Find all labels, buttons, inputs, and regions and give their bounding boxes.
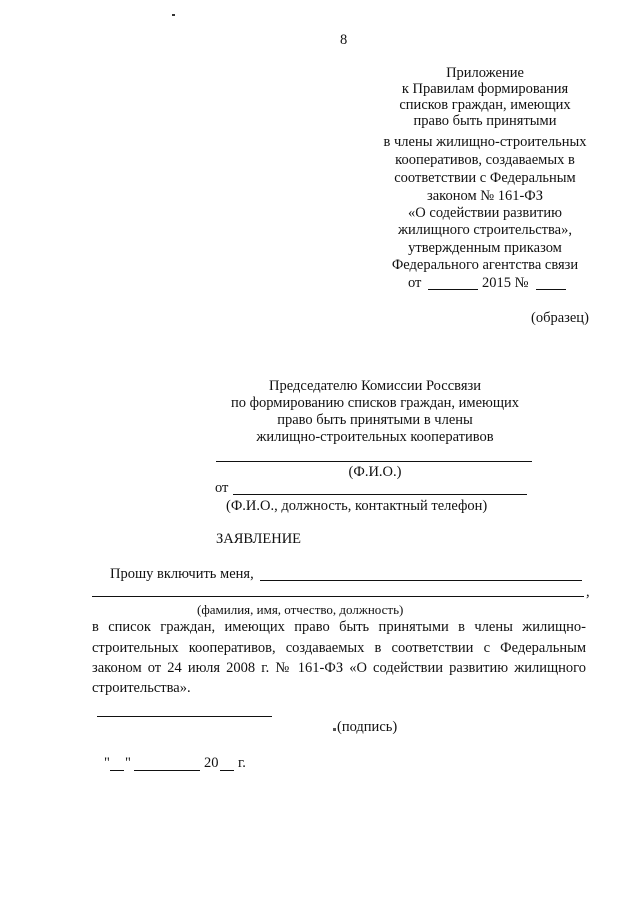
appendix-line: жилищного строительства», xyxy=(398,222,572,238)
date-year-suffix: г. xyxy=(238,755,246,771)
statement-body-line: строительных кооперативов, создаваемых в соответствии с Федеральным xyxy=(92,640,586,656)
appendix-line: кооперативов, создаваемых в xyxy=(395,152,575,168)
page-number: 8 xyxy=(340,32,348,48)
addressee-fio-caption: (Ф.И.О.) xyxy=(348,464,402,480)
addressee-fio-blank xyxy=(216,461,532,462)
date-quote-close: " xyxy=(125,755,131,771)
sample-label: (образец) xyxy=(531,310,589,326)
addressee-line: жилищно-строительных кооперативов xyxy=(256,429,494,445)
statement-body-last: строительства». xyxy=(92,680,191,696)
appendix-line: к Правилам формирования xyxy=(401,81,569,97)
trailing-comma: , xyxy=(586,584,590,600)
addressee-from-prefix: от xyxy=(215,480,229,496)
appendix-line: утвержденным приказом xyxy=(408,240,562,256)
statement-body-line: законом от 24 июля 2008 г. № 161-ФЗ «О содействии развитию жилищного xyxy=(92,660,586,676)
appendix-number-blank xyxy=(536,289,566,290)
appendix-line: право быть принятыми xyxy=(413,113,557,129)
request-lead: Прошу включить меня, xyxy=(110,566,254,582)
scan-speck xyxy=(333,728,336,731)
appendix-line: в члены жилищно-строительных xyxy=(383,134,587,150)
statement-title: ЗАЯВЛЕНИЕ xyxy=(216,531,302,547)
addressee-line: право быть принятыми в члены xyxy=(277,412,473,428)
appendix-line: «О содействии развитию xyxy=(408,205,562,221)
appendix-line: Приложение xyxy=(446,65,524,81)
appendix-date-prefix: от xyxy=(408,275,422,291)
addressee-from-caption: (Ф.И.О., должность, контактный телефон) xyxy=(226,498,488,514)
date-year-prefix: 20 xyxy=(204,755,219,771)
addressee-line: Председателю Комиссии Россвязи xyxy=(269,378,481,394)
statement-body-line: в список граждан, имеющих право быть принятыми в члены жилищно- xyxy=(92,619,586,635)
name-caption: (фамилия, имя, отчество, должность) xyxy=(197,602,404,617)
appendix-date-blank xyxy=(428,289,478,290)
appendix-line: списков граждан, имеющих xyxy=(399,97,571,113)
scan-speck xyxy=(172,14,175,16)
date-month-blank xyxy=(134,770,200,771)
appendix-line: соответствии с Федеральным xyxy=(394,170,576,186)
appendix-line: законом № 161-ФЗ xyxy=(426,188,543,204)
addressee-from-blank xyxy=(233,494,527,495)
request-name-blank xyxy=(260,580,582,581)
signature-blank xyxy=(97,716,272,717)
signature-caption: (подпись) xyxy=(337,719,398,735)
appendix-line: Федерального агентства связи xyxy=(391,257,579,273)
appendix-date-mid: 2015 № xyxy=(482,275,529,291)
addressee-line: по формированию списков граждан, имеющих xyxy=(230,395,520,411)
date-quote-open: " xyxy=(104,755,110,771)
request-name-blank-2 xyxy=(92,596,584,597)
date-day-blank xyxy=(110,770,124,771)
date-year-blank xyxy=(220,770,234,771)
